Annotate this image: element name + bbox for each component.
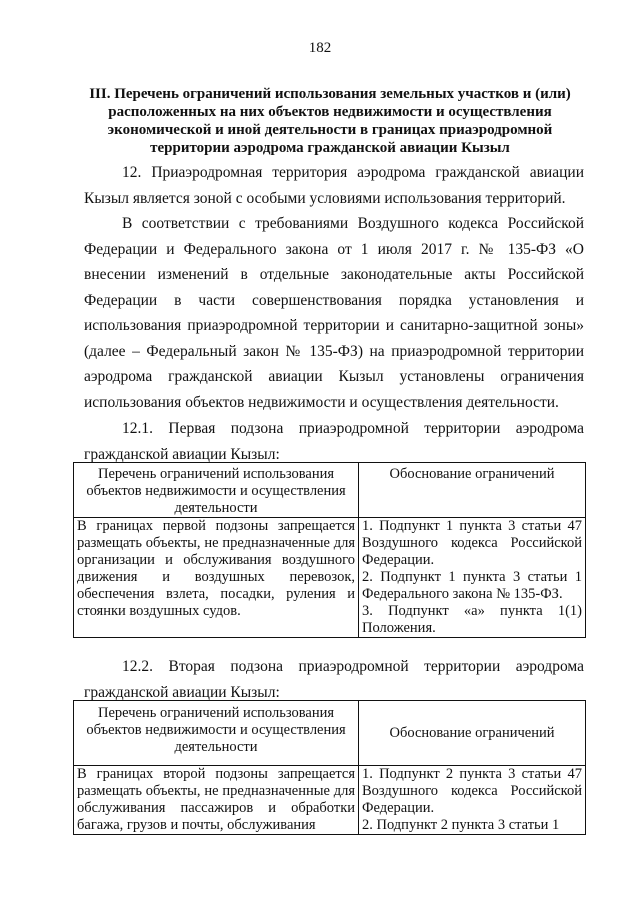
restriction-cell: В границах второй подзоны запрещается размещать объекты, не предназначенные для обслуживания пассажиров и обработки багажа, грузов и почты, обслуживания: [74, 766, 359, 835]
justification-cell: [359, 518, 586, 638]
table-header-row: [74, 463, 586, 518]
justification-item: 1. Подпункт 2 пункта 3 статьи 47 Воздушного кодекса Российской Федерации.: [362, 766, 582, 816]
page-number: 182: [308, 40, 332, 56]
justification-item: 3. Подпункт «а» пункта 1(1) Положения.: [362, 603, 582, 636]
justification-cell: [359, 766, 586, 835]
justification-item: 2. Подпункт 2 пункта 3 статьи 1: [362, 817, 560, 833]
header-justification: Обоснование ограничений: [359, 463, 586, 518]
paragraph-intro: В соответствии с требованиями Воздушного кодекса Российской Федерации и Федерального закона от 1 июля 2017 г. № 135-ФЗ «О внесении изменений в отдельные законодательные акты Российской Федерации в части совершенствования порядка установления и использования приаэродромной территории и санитарно-защитной зоны» (далее – Федеральный закон № 135-ФЗ) на приаэродромной территории аэродрома гражданской авиации Кызыл установлены ограничения использования объектов недвижимости и осуществления деятельности.: [84, 215, 584, 411]
restrictions-table-subzone-2: [73, 700, 586, 835]
justification-item: 1. Подпункт 1 пункта 3 статьи 47 Воздушного кодекса Российской Федерации.: [362, 518, 582, 568]
section-heading: III. Перечень ограничений использования земельных участков и (или) расположенных на них объектов недвижимости и осуществления экономической и иной деятельности в границах приаэродромной территории аэродрома гражданской авиации Кызыл: [89, 86, 571, 156]
table-header-row: [74, 701, 586, 766]
paragraph-12-1: 12.1. Первая подзона приаэродромной территории аэродрома гражданской авиации Кызыл:: [84, 420, 584, 463]
justification-item: 2. Подпункт 1 пункта 3 статьи 1 Федерального закона № 135-ФЗ.: [362, 569, 582, 602]
table-row: [74, 518, 586, 638]
header-restrictions: Перечень ограничений использования объектов недвижимости и осуществления деятельности: [74, 701, 359, 766]
paragraph-12: 12. Приаэродромная территория аэродрома гражданской авиации Кызыл является зоной с особыми условиями использования территорий.: [84, 164, 584, 207]
header-justification: Обоснование ограничений: [359, 701, 586, 766]
header-restrictions: Перечень ограничений использования объектов недвижимости и осуществления деятельности: [74, 463, 359, 518]
restrictions-table-subzone-1: [73, 462, 586, 638]
table-row: [74, 766, 586, 835]
restriction-cell: В границах первой подзоны запрещается размещать объекты, не предназначенные для организации и обслуживания воздушного движения и воздушных перевозок, обеспечения взлета, посадки, руления и стоянки воздушных судов.: [74, 518, 359, 638]
paragraph-12-2: 12.2. Вторая подзона приаэродромной территории аэродрома гражданской авиации Кызыл:: [84, 658, 584, 701]
